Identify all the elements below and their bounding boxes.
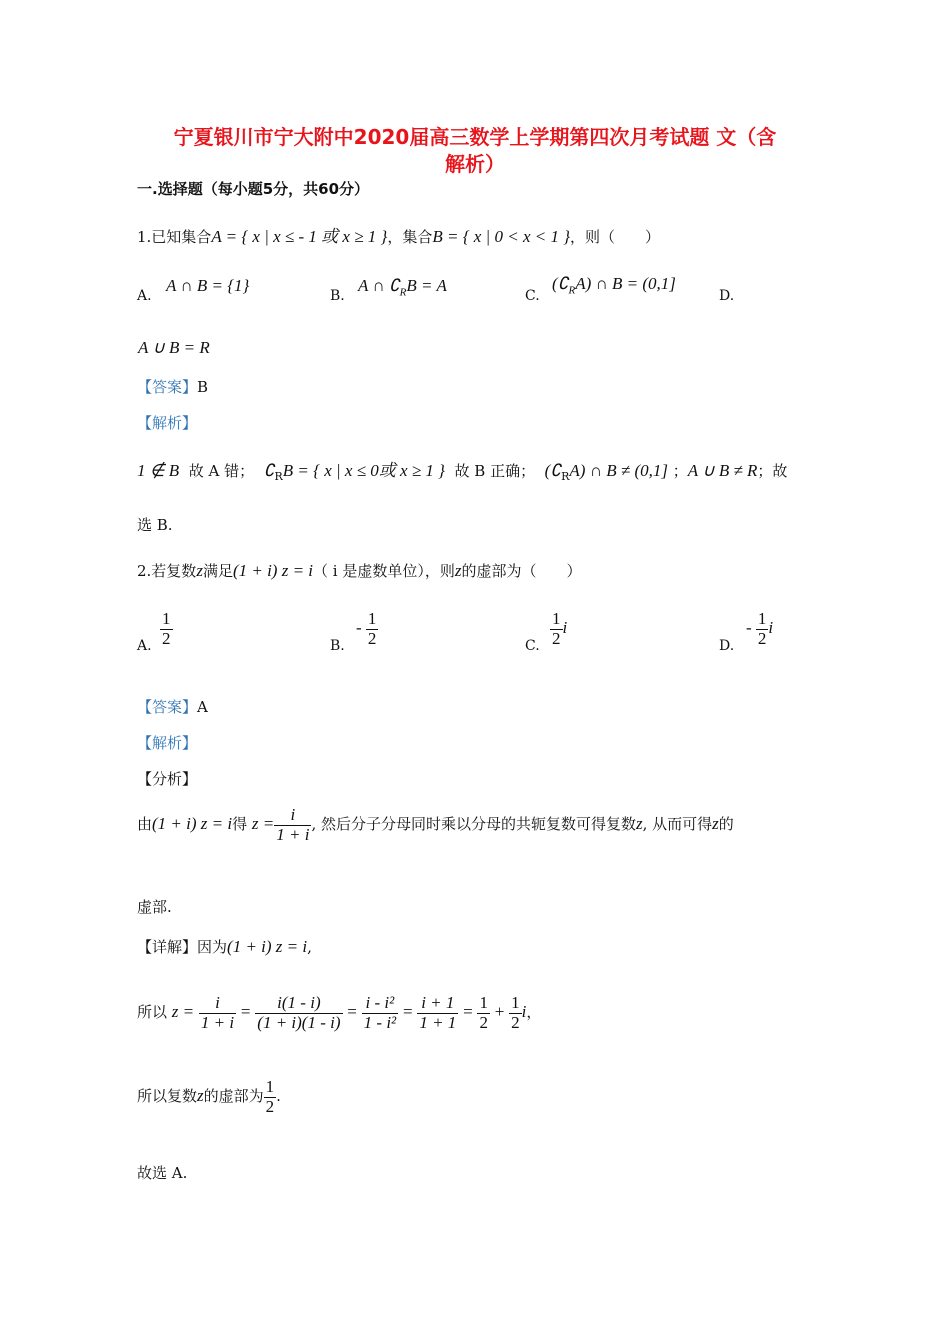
document-title-line2: 解析）	[445, 152, 505, 176]
q1-option-b-label: B.	[330, 288, 345, 304]
q1-option-c: $(∁_RA)$ ∩ B = (0,1]	[552, 274, 676, 297]
q1-option-a-label: A.	[137, 288, 152, 304]
q2-option-c: $\frac{1}{2}$ i	[552, 609, 568, 648]
q2-option-d-label: D.	[719, 638, 735, 654]
q2-final-choice: 故选 A.	[137, 1164, 188, 1182]
q1-explanation-end: 选 B.	[137, 516, 173, 534]
q2-analysis-text: 由(1 + i) z = i得 z = $\frac{i}{1 + i}$ , 然后分子分母同时乘以分母的共轭复数可得复数z, 从而可得z的	[137, 805, 734, 844]
q2-option-b: - $\frac{1}{2}$	[356, 609, 377, 648]
q1-option-b: A ∩ $∁_RB = A$	[358, 276, 447, 299]
question-1-stem: 1.已知集合A = { x | x ≤ - 1 或 x ≥ 1 }，集合B = { x | 0 < x < 1 }，则（ ）	[137, 227, 661, 246]
q2-option-b-label: B.	[330, 638, 345, 654]
section-heading: 一.选择题（每小题5分，共60分）	[137, 180, 370, 198]
q2-analysis-tag: 【解析】	[137, 734, 198, 752]
q1-option-a: A ∩ B = {1}	[166, 276, 250, 295]
q2-option-c-label: C.	[525, 638, 540, 654]
q1-explanation: 1 ∉ B 故 A 错； $∁_RB$ = { x | x ≤ 0或 x ≥ 1 } 故 B 正确； $(∁_RA)$ ∩ B ≠ (0,1] ；A ∪ B ≠ R；故	[137, 461, 788, 483]
q2-conclusion: 所以复数z的虚部为 $\frac{1}{2}$ .	[137, 1077, 281, 1116]
document-title-line1: 宁夏银川市宁大附中2020届高三数学上学期第四次月考试题 文（含	[173, 125, 777, 149]
q2-derivation: 所以 z = $\frac{i}{1 + i}$ = $\frac{i(1 - i)}{(1 + i)(1 - i)}$ = $\frac{\text{i - i²}}{\text{1 - i²}}$ = $\frac{i + 1}{1 + 1}$ = $\frac{1}{2}$ + $\frac{1}{2}$ i，	[137, 993, 542, 1032]
q1-option-d: A ∪ B = R	[138, 338, 210, 357]
q1-option-c-label: C.	[525, 288, 540, 304]
q1-analysis-tag: 【解析】	[137, 414, 198, 432]
q2-fenxi-tag: 【分析】	[137, 770, 198, 788]
question-2-stem: 2.若复数z满足(1 + i) z = i（ i 是虚数单位），则z的虚部为（ ）	[137, 561, 582, 580]
q1-answer: 【答案】B	[137, 378, 209, 396]
q2-analysis-text-line2: 虚部.	[137, 898, 172, 916]
q2-option-a-label: A.	[137, 638, 152, 654]
q2-option-a: $\frac{1}{2}$	[162, 609, 171, 648]
q2-option-d: - $\frac{1}{2}$ i	[746, 609, 774, 648]
q2-answer: 【答案】A	[137, 698, 208, 716]
q2-detail: 【详解】因为(1 + i) z = i,	[137, 937, 312, 956]
q1-option-d-label: D.	[719, 288, 735, 304]
